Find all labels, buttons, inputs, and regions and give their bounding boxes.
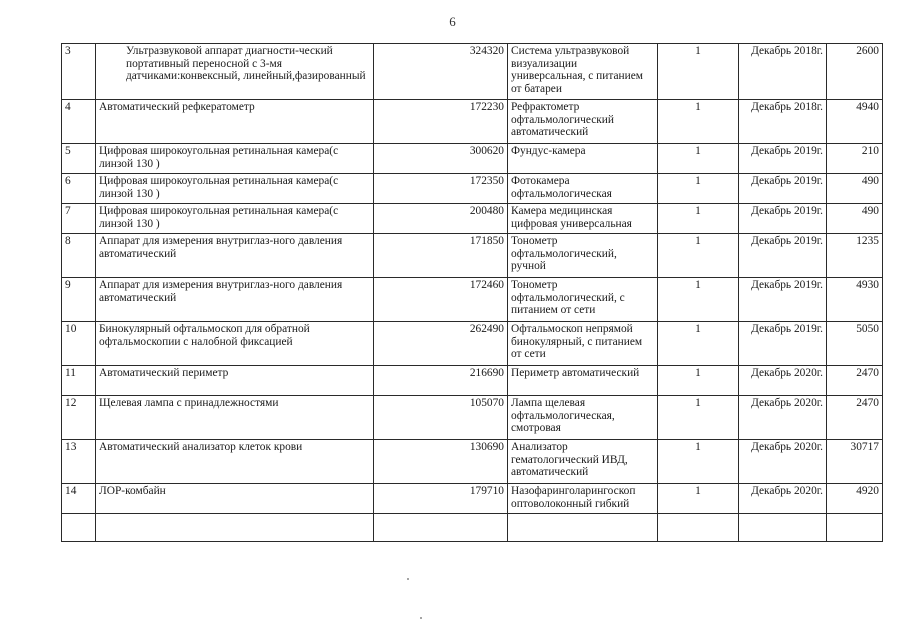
equipment-price: 2470 <box>827 396 883 440</box>
row-number: 10 <box>62 322 96 366</box>
row-number: 7 <box>62 204 96 234</box>
equipment-name: Автоматический периметр <box>96 366 374 396</box>
page-number: 6 <box>449 14 456 29</box>
row-number: 8 <box>62 234 96 278</box>
equipment-quantity: 1 <box>658 100 739 144</box>
table-row <box>62 44 883 100</box>
delivery-date: Декабрь 2020г. <box>739 484 827 514</box>
equipment-type: Офтальмоскоп непрямой бинокулярный, с питанием от сети <box>508 322 658 366</box>
equipment-name: Аппарат для измерения внутриглаз-ного давления автоматический <box>96 234 374 278</box>
equipment-code: 179710 <box>374 484 508 514</box>
equipment-type: Тонометр офтальмологический, с питанием от сети <box>508 278 658 322</box>
row-number <box>62 514 96 542</box>
equipment-code <box>374 514 508 542</box>
equipment-type: Система ультразвуковой визуализации универсальная, с питанием от батареи <box>508 44 658 100</box>
table-row <box>62 174 883 204</box>
equipment-quantity: 1 <box>658 396 739 440</box>
equipment-price: 210 <box>827 144 883 174</box>
row-number: 12 <box>62 396 96 440</box>
equipment-code: 130690 <box>374 440 508 484</box>
equipment-code: 171850 <box>374 234 508 278</box>
delivery-date: Декабрь 2019г. <box>739 204 827 234</box>
row-number: 9 <box>62 278 96 322</box>
equipment-name <box>96 514 374 542</box>
equipment-code: 324320 <box>374 44 508 100</box>
equipment-price: 1235 <box>827 234 883 278</box>
equipment-quantity: 1 <box>658 144 739 174</box>
table-row <box>62 322 883 366</box>
equipment-quantity: 1 <box>658 484 739 514</box>
table-row <box>62 278 883 322</box>
equipment-name: Цифровая широкоугольная ретинальная камера(с линзой 130 ) <box>96 144 374 174</box>
equipment-quantity: 1 <box>658 366 739 396</box>
equipment-type: Периметр автоматический <box>508 366 658 396</box>
row-number: 14 <box>62 484 96 514</box>
row-number: 11 <box>62 366 96 396</box>
equipment-price: 30717 <box>827 440 883 484</box>
delivery-date: Декабрь 2019г. <box>739 174 827 204</box>
equipment-price: 5050 <box>827 322 883 366</box>
table-row <box>62 144 883 174</box>
equipment-code: 172230 <box>374 100 508 144</box>
equipment-name: Ультразвуковой аппарат диагности-ческий портативный переносной с 3-мя датчиками:конвексный, линейный,фазированный <box>96 44 374 100</box>
equipment-price: 490 <box>827 174 883 204</box>
equipment-table <box>61 43 883 542</box>
equipment-code: 262490 <box>374 322 508 366</box>
equipment-price: 2470 <box>827 366 883 396</box>
row-number: 6 <box>62 174 96 204</box>
equipment-price: 2600 <box>827 44 883 100</box>
equipment-code: 172460 <box>374 278 508 322</box>
delivery-date: Декабрь 2020г. <box>739 396 827 440</box>
table-row <box>62 100 883 144</box>
equipment-type: Назофаринголарингоскоп оптоволоконный гибкий <box>508 484 658 514</box>
equipment-quantity: 1 <box>658 278 739 322</box>
equipment-type: Анализатор гематологический ИВД, автоматический <box>508 440 658 484</box>
equipment-type <box>508 514 658 542</box>
equipment-price: 4930 <box>827 278 883 322</box>
equipment-price <box>827 514 883 542</box>
delivery-date: Декабрь 2018г. <box>739 100 827 144</box>
equipment-price: 4920 <box>827 484 883 514</box>
equipment-type: Рефрактометр офтальмологический автоматический <box>508 100 658 144</box>
equipment-name: Автоматический анализатор клеток крови <box>96 440 374 484</box>
equipment-quantity: 1 <box>658 44 739 100</box>
table-row-empty <box>62 514 883 542</box>
table-row <box>62 204 883 234</box>
row-number: 13 <box>62 440 96 484</box>
delivery-date: Декабрь 2019г. <box>739 144 827 174</box>
equipment-quantity <box>658 514 739 542</box>
equipment-name: Автоматический рефкератометр <box>96 100 374 144</box>
table-row <box>62 366 883 396</box>
delivery-date: Декабрь 2018г. <box>739 44 827 100</box>
equipment-name: Бинокулярный офтальмоскоп для обратной офтальмоскопии с налобной фиксацией <box>96 322 374 366</box>
equipment-type: Лампа щелевая офтальмологическая, смотровая <box>508 396 658 440</box>
equipment-type: Камера медицинская цифровая универсальная <box>508 204 658 234</box>
delivery-date: Декабрь 2019г. <box>739 278 827 322</box>
equipment-name: Щелевая лампа с принадлежностями <box>96 396 374 440</box>
equipment-type: Фотокамера офтальмологическая <box>508 174 658 204</box>
equipment-quantity: 1 <box>658 174 739 204</box>
equipment-code: 200480 <box>374 204 508 234</box>
equipment-name: ЛОР-комбайн <box>96 484 374 514</box>
equipment-quantity: 1 <box>658 440 739 484</box>
equipment-price: 490 <box>827 204 883 234</box>
delivery-date <box>739 514 827 542</box>
equipment-name: Цифровая широкоугольная ретинальная камера(с линзой 130 ) <box>96 174 374 204</box>
equipment-price: 4940 <box>827 100 883 144</box>
scan-speck <box>420 617 422 619</box>
equipment-name: Цифровая широкоугольная ретинальная камера(с линзой 130 ) <box>96 204 374 234</box>
table-row <box>62 396 883 440</box>
equipment-quantity: 1 <box>658 322 739 366</box>
row-number: 5 <box>62 144 96 174</box>
row-number: 4 <box>62 100 96 144</box>
equipment-code: 300620 <box>374 144 508 174</box>
table-row <box>62 234 883 278</box>
delivery-date: Декабрь 2019г. <box>739 322 827 366</box>
equipment-code: 172350 <box>374 174 508 204</box>
delivery-date: Декабрь 2019г. <box>739 234 827 278</box>
equipment-code: 216690 <box>374 366 508 396</box>
table-row <box>62 440 883 484</box>
equipment-quantity: 1 <box>658 204 739 234</box>
delivery-date: Декабрь 2020г. <box>739 366 827 396</box>
equipment-type: Фундус-камера <box>508 144 658 174</box>
equipment-type: Тонометр офтальмологический, ручной <box>508 234 658 278</box>
equipment-quantity: 1 <box>658 234 739 278</box>
scan-speck <box>407 578 409 580</box>
equipment-code: 105070 <box>374 396 508 440</box>
row-number: 3 <box>62 44 96 100</box>
table-row <box>62 484 883 514</box>
equipment-name: Аппарат для измерения внутриглаз-ного давления автоматический <box>96 278 374 322</box>
delivery-date: Декабрь 2020г. <box>739 440 827 484</box>
